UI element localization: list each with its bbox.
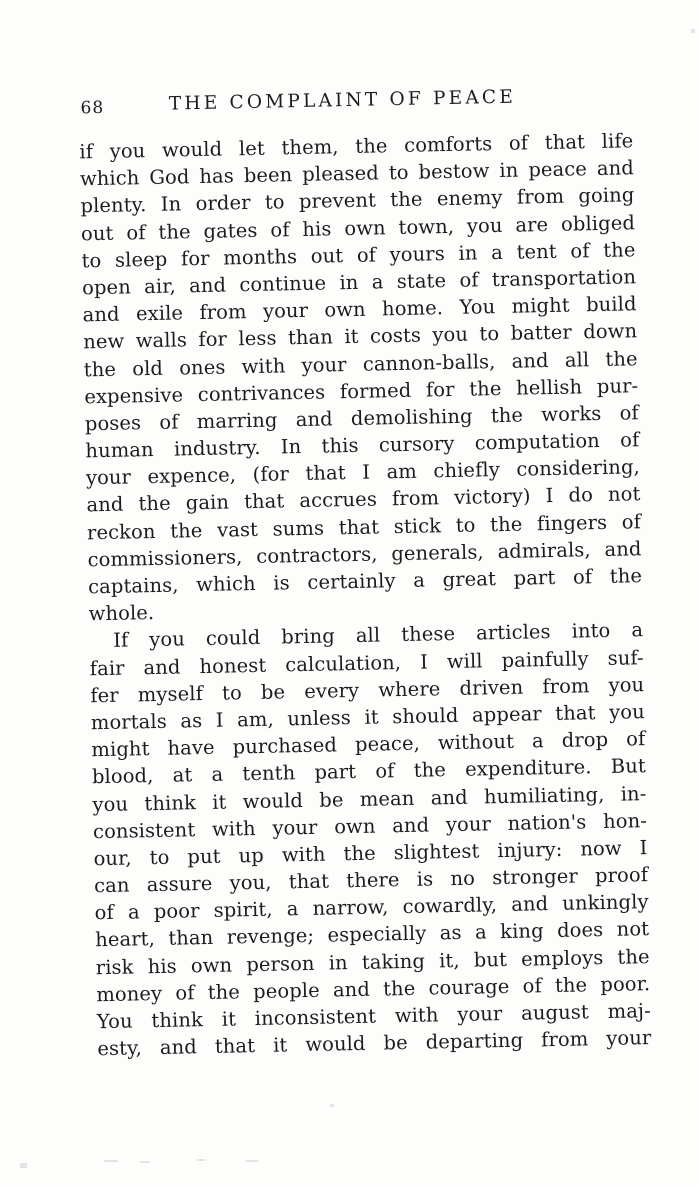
- text-line: you think it would be mean and humiliating, in-: [92, 781, 647, 816]
- scan-artifact: [140, 1161, 150, 1163]
- text-line: fer myself to be every where driven from you: [90, 672, 645, 708]
- text-line: the old ones with your cannon-balls, and all the: [83, 346, 638, 381]
- text-line: can assure you, that there is no stronger proof: [93, 863, 649, 898]
- page-header: [78, 84, 632, 123]
- scan-artifact: [20, 1163, 27, 1168]
- text-line: poses of marring and demolishing the works of: [84, 401, 639, 436]
- text-line: open air, and continue in a state of transportation: [81, 265, 637, 300]
- scan-artifact: [197, 1159, 205, 1161]
- text-line: to sleep for months out of yours in a tent of the: [81, 238, 636, 273]
- text-line: of a poor spirit, a narrow, cowardly, and unkingly: [94, 890, 649, 925]
- text-line: esty, and that it would be departing from your: [97, 1026, 652, 1061]
- text-line: expensive contrivances formed for the hellish pur-: [84, 373, 639, 409]
- text-line: mortals as I am, unless it should appear that you: [90, 700, 645, 735]
- text-line: human industry. In this cursory computation of: [85, 428, 640, 463]
- text-line: commissioners, contractors, generals, admirals, and: [87, 537, 642, 572]
- page-content: [78, 84, 651, 1062]
- text-line: blood, at a tenth part of the expenditure. But: [91, 754, 647, 789]
- text-line: whole.: [88, 601, 155, 626]
- text-line: money of the people and the courage of the poor.: [96, 971, 651, 1007]
- scan-artifact: [330, 1104, 334, 1107]
- text-line: risk his own person in taking it, but employs the: [95, 944, 650, 979]
- text-line: might have purchased peace, without a drop of: [91, 727, 646, 762]
- text-line: new walls for less than it costs you to batter down: [82, 319, 638, 354]
- page-number: 68: [80, 97, 105, 119]
- text-line: if you would let them, the comforts of that life: [79, 129, 634, 164]
- text-line: If you could bring all these articles into a: [112, 618, 644, 653]
- text-line: plenty. In order to prevent the enemy from going: [80, 183, 635, 218]
- text-line: out of the gates of his own town, you are obliged: [80, 210, 636, 245]
- running-title: THE COMPLAINT OF PEACE: [168, 86, 517, 115]
- text-line: and the gain that accrues from victory) I do not: [86, 482, 641, 517]
- scan-artifact: [104, 1160, 118, 1162]
- text-line: captains, which is certainly a great part of the: [87, 564, 643, 599]
- body-text: [79, 127, 651, 1062]
- text-line: your expence, (for that I am chiefly considering,: [85, 455, 641, 490]
- scan-artifact: [691, 29, 695, 33]
- text-line: You think it inconsistent with your august maj-: [96, 999, 651, 1034]
- text-line: our, to put up with the slightest injury: now I: [93, 836, 648, 871]
- text-line: consistent with your own and your nation's hon-: [92, 808, 648, 843]
- scan-artifact: [246, 1160, 258, 1162]
- text-line: which God has been pleased to bestow in peace and: [79, 156, 635, 191]
- text-line: fair and honest calculation, I will painfully suf-: [89, 645, 644, 680]
- text-line: and exile from your own home. You might build: [82, 292, 637, 327]
- text-line: heart, than revenge; especially as a king does not: [94, 917, 650, 952]
- text-line: reckon the vast sums that stick to the fingers of: [86, 509, 642, 544]
